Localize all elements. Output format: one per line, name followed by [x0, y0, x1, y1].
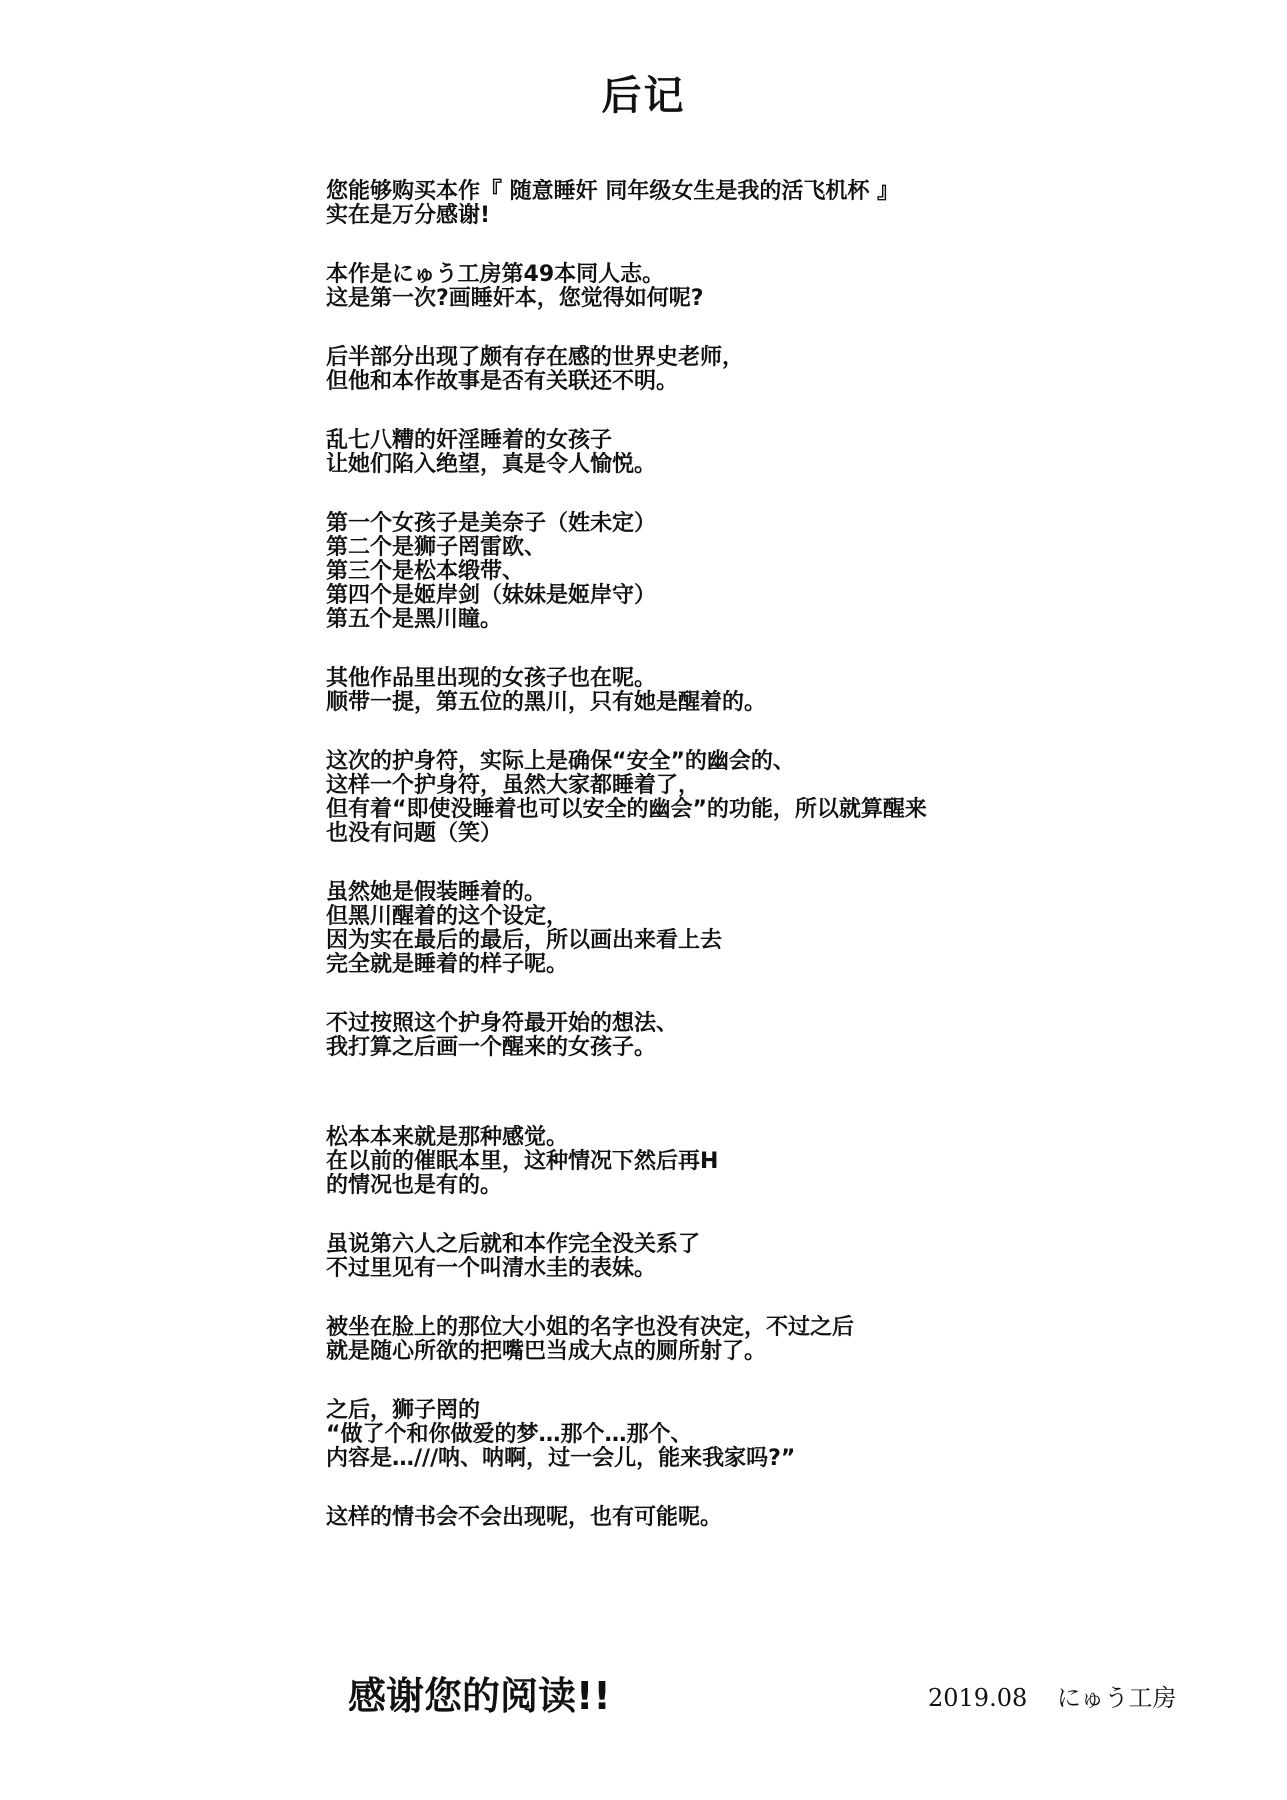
- paragraph-letter: [326, 1399, 1226, 1471]
- text-line: 虽然她是假装睡着的。: [326, 880, 547, 905]
- text-line: “做了个和你做爱的梦…那个…那个、: [326, 1422, 693, 1447]
- text-line: 这是第一次?画睡奸本，您觉得如何呢?: [326, 286, 704, 311]
- text-line: 就是随心所欲的把嘴巴当成大点的厕所射了。: [326, 1339, 767, 1364]
- text-line: 不过里见有一个叫清水圭的表妹。: [326, 1256, 657, 1281]
- text-line: 第一个女孩子是美奈子（姓未定）: [326, 511, 657, 536]
- text-line: 但黑川醒着的这个设定，: [326, 904, 569, 929]
- afterword-body: [326, 180, 1226, 1565]
- text-line: 实在是万分感谢!: [326, 203, 491, 228]
- text-line: 在以前的催眠本里，这种情况下然后再H: [326, 1149, 719, 1174]
- text-line: 这样的情书会不会出现呢，也有可能呢。: [326, 1505, 723, 1530]
- text-line: 第二个是狮子罔雷欧、: [326, 535, 547, 560]
- text-line: 您能够购买本作『 随意睡奸 同年级女生是我的活飞机杯 』: [326, 179, 899, 204]
- text-line: 乱七八糟的奸淫睡着的女孩子: [326, 428, 613, 453]
- paragraph-amulet: [326, 750, 1226, 846]
- text-line: 之后，狮子罔的: [326, 1398, 481, 1423]
- paragraph-matsumoto: [326, 1126, 1226, 1198]
- text-line: 不过按照这个护身符最开始的想法、: [326, 1011, 679, 1036]
- signature-date: 2019.08: [928, 1684, 1028, 1712]
- text-line: 其他作品里出现的女孩子也在呢。: [326, 666, 657, 691]
- text-line: 因为实在最后的最后，所以画出来看上去: [326, 928, 723, 953]
- text-line: 完全就是睡着的样子呢。: [326, 952, 569, 977]
- paragraph-teacher: [326, 346, 1226, 394]
- text-line: 被坐在脸上的那位大小姐的名字也没有决定，不过之后: [326, 1315, 855, 1340]
- text-line: 也没有问题（笑）: [326, 821, 503, 846]
- text-line: 我打算之后画一个醒来的女孩子。: [326, 1035, 657, 1060]
- paragraph-intro: [326, 263, 1226, 311]
- paragraph-ending: [326, 1506, 1226, 1530]
- paragraph-sixth: [326, 1233, 1226, 1281]
- paragraph-plans: [326, 1012, 1226, 1060]
- text-line: 后半部分出现了颇有存在感的世界史老师，: [326, 345, 745, 370]
- text-line: 第五个是黑川瞳。: [326, 607, 503, 632]
- text-line: 但有着“即使没睡着也可以安全的幽会”的功能，所以就算醒来: [326, 797, 927, 822]
- text-line: 内容是…///呐、呐啊，过一会儿，能来我家吗?”: [326, 1446, 796, 1471]
- page-title: 后记: [601, 73, 686, 119]
- closing-thanks: 感谢您的阅读!!: [348, 1674, 611, 1718]
- text-line: 松本本来就是那种感觉。: [326, 1125, 569, 1150]
- text-line: 的情况也是有的。: [326, 1173, 503, 1198]
- paragraph-kurokawa: [326, 881, 1226, 977]
- text-line: 这样一个护身符，虽然大家都睡着了，: [326, 773, 701, 798]
- text-line: 但他和本作故事是否有关联还不明。: [326, 369, 679, 394]
- text-line: 第三个是松本缎带、: [326, 559, 525, 584]
- paragraph-ojousama: [326, 1316, 1226, 1364]
- paragraph-cameos: [326, 667, 1226, 715]
- paragraph-despair: [326, 429, 1226, 477]
- signature: [928, 1682, 1176, 1714]
- text-line: 虽说第六人之后就和本作完全没关系了: [326, 1232, 701, 1257]
- text-line: 第四个是姬岸剑（妹妹是姬岸守）: [326, 583, 657, 608]
- text-line: 让她们陷入绝望，真是令人愉悦。: [326, 452, 657, 477]
- text-line: 这次的护身符，实际上是确保“安全”的幽会的、: [326, 749, 795, 774]
- text-line: 顺带一提，第五位的黑川，只有她是醒着的。: [326, 690, 767, 715]
- paragraph-thanks: [326, 180, 1226, 228]
- text-line: 本作是にゅう工房第49本同人志。: [326, 262, 665, 287]
- paragraph-characters: [326, 512, 1226, 632]
- signature-circle: にゅう工房: [1056, 1684, 1177, 1712]
